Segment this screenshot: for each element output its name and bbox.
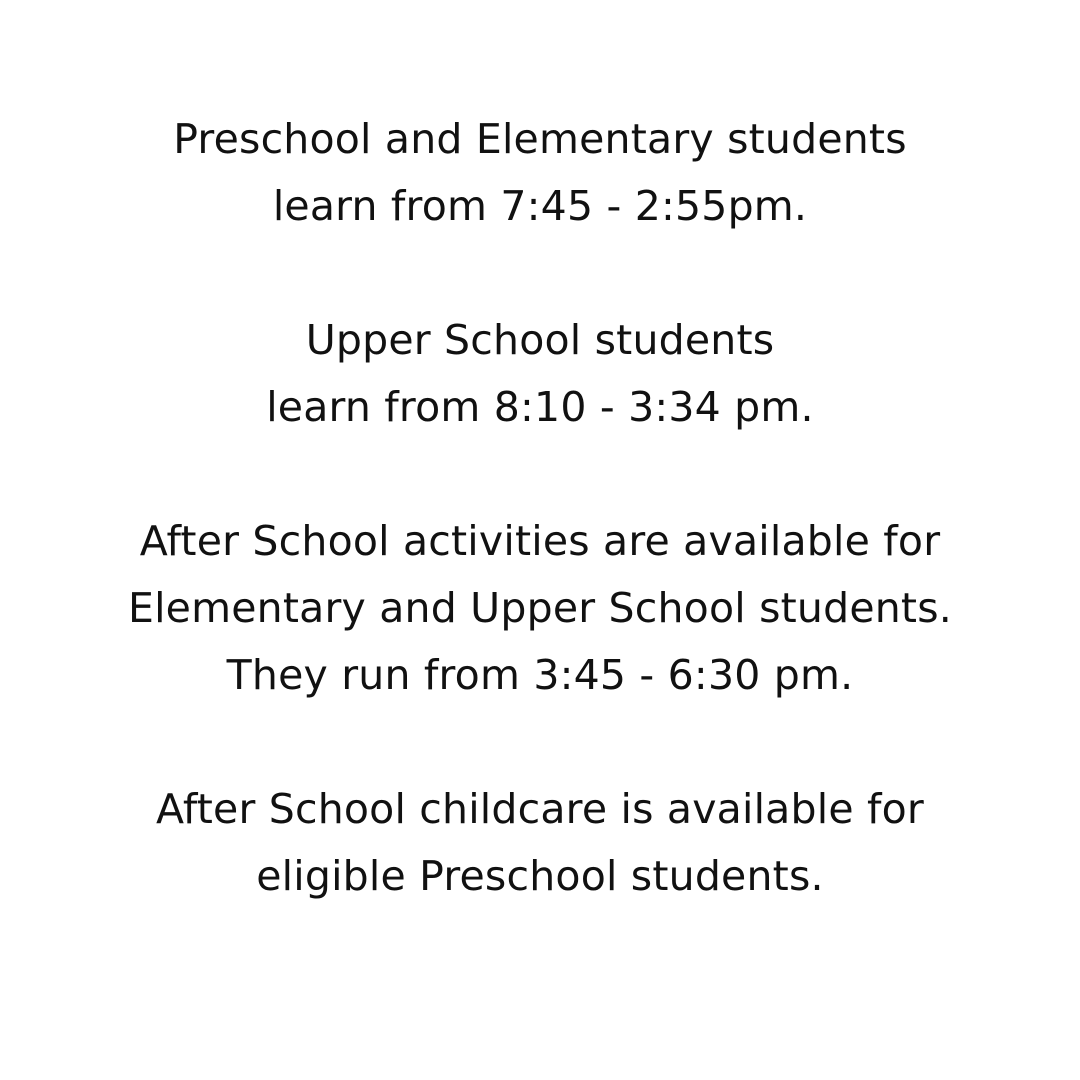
after-school-activities-line-1: After School activities are available for — [139, 517, 941, 565]
upper-school-hours — [0, 307, 1080, 441]
upper-school-line-1: Upper School students — [305, 316, 775, 364]
preschool-elementary-line-1: Preschool and Elementary students — [173, 115, 907, 163]
after-school-activities-line-2: Elementary and Upper School students. — [127, 584, 953, 632]
schedule-text-block — [0, 106, 1080, 977]
upper-school-line-2: learn from 8:10 - 3:34 pm. — [266, 383, 814, 431]
after-school-childcare-line-2: eligible Preschool students. — [256, 852, 824, 900]
after-school-activities-line-3: They run from 3:45 - 6:30 pm. — [226, 651, 854, 699]
preschool-elementary-hours — [0, 106, 1080, 240]
preschool-elementary-line-2: learn from 7:45 - 2:55pm. — [272, 182, 808, 230]
after-school-childcare — [0, 776, 1080, 910]
after-school-childcare-line-1: After School childcare is available for — [156, 785, 924, 833]
after-school-activities — [0, 508, 1080, 709]
